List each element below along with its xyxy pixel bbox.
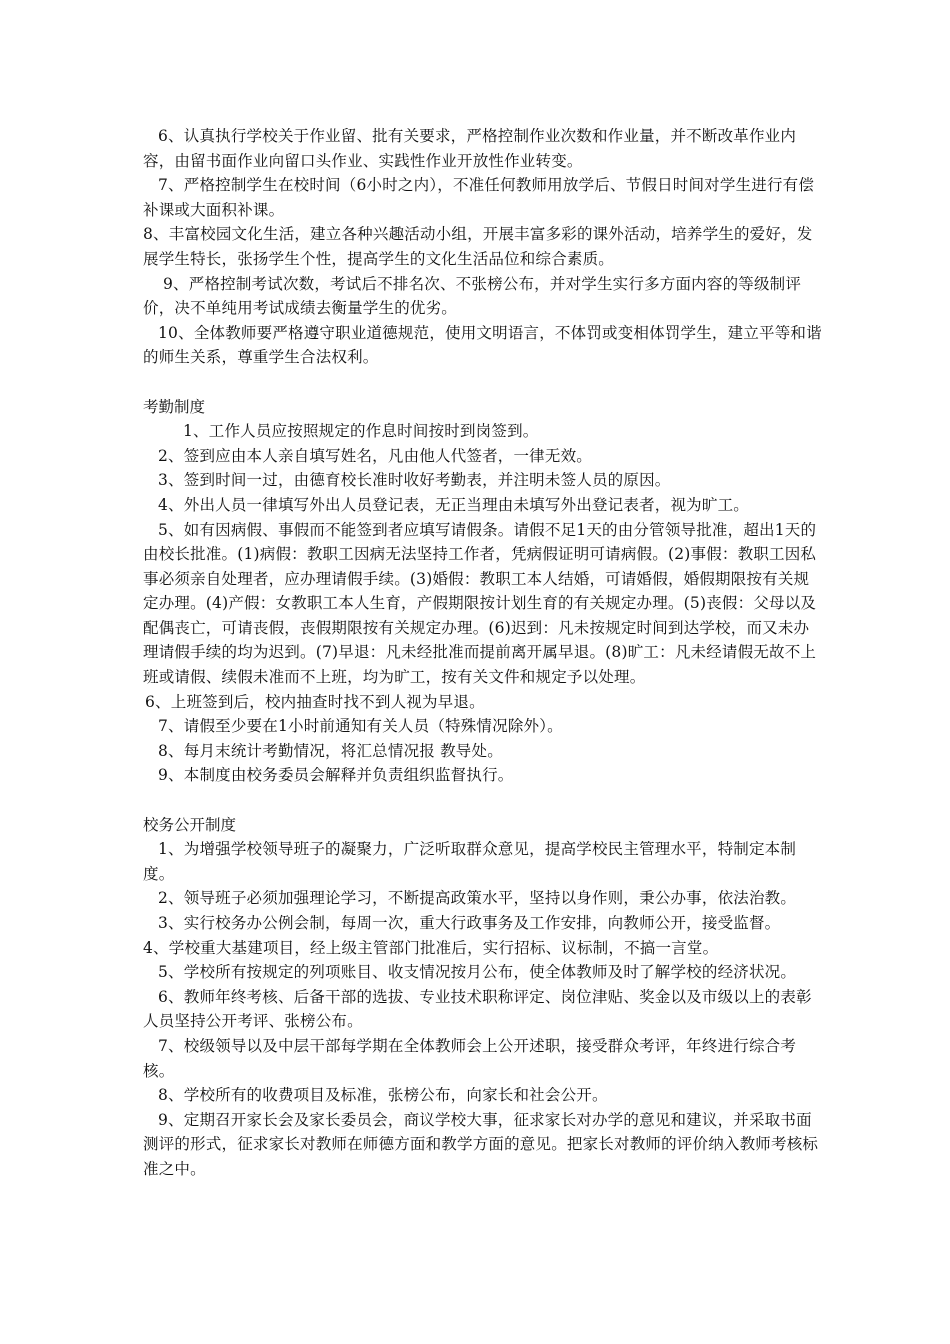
section-title-school-affairs: 校务公开制度 [143, 815, 237, 834]
rule-paragraph: 6、上班签到后，校内抽查时找不到人视为早退。 [145, 692, 485, 711]
section-spacer [143, 370, 823, 395]
rule-paragraph: 6、认真执行学校关于作业留、批有关要求，严格控制作业次数和作业量，并不断改革作业内容，由留书面作业向留口头作业、实践性作业开放性作业转变。 [143, 127, 797, 170]
rule-paragraph: 4、学校重大基建项目，经上级主管部门批准后，实行招标、议标制，不搞一言堂。 [143, 938, 719, 957]
rule-paragraph: 4、外出人员一律填写外出人员登记表，无正当理由未填写外出登记表者，视为旷工。 [158, 495, 749, 514]
document-body [143, 124, 823, 1182]
rule-paragraph: 9、定期召开家长会及家长委员会，商议学校大事，征求家长对办学的意见和建议，并采取书面测评的形式，征求家长对教师在师德方面和教学方面的意见。把家长对教师的评价纳入教师考核标准之中。 [143, 1110, 819, 1178]
rule-paragraph: 3、实行校务办公例会制，每周一次，重大行政事务及工作安排，向教师公开，接受监督。 [158, 914, 781, 932]
rule-paragraph: 2、签到应由本人亲自填写姓名，凡由他人代签者，一律无效。 [158, 446, 592, 465]
rule-paragraph: 8、丰富校园文化生活，建立各种兴趣活动小组，开展丰富多彩的课外活动，培养学生的爱好，发展学生特长，张扬学生个性，提高学生的文化生活品位和综合素质。 [143, 225, 813, 268]
rule-paragraph: 3、签到时间一过，由德育校长准时收好考勤表，并注明未签人员的原因。 [158, 471, 671, 490]
rule-paragraph: 9、本制度由校务委员会解释并负责组织监督执行。 [158, 766, 514, 785]
rule-paragraph: 1、为增强学校领导班子的凝聚力，广泛听取群众意见，提高学校民主管理水平，特制定本制度。 [143, 840, 797, 883]
rule-paragraph: 10、全体教师要严格遵守职业道德规范，使用文明语言，不体罚或变相体罚学生，建立平等和谐的师生关系，尊重学生合法权利。 [143, 323, 822, 367]
rule-paragraph: 7、严格控制学生在校时间（6小时之内），不准任何教师用放学后、节假日时间对学生进行有偿补课或大面积补课。 [143, 176, 815, 219]
rule-paragraph: 8、学校所有的收费项目及标准，张榜公布，向家长和社会公开。 [158, 1086, 608, 1105]
section-spacer [143, 788, 823, 813]
rule-paragraph: 5、如有因病假、事假而不能签到者应填写请假条。请假不足1天的由分管领导批准，超出1天的由校长批准。(1)病假：教职工因病无法坚持工作者，凭病假证明可请病假。(2)事假：教职工因私事必须亲自处理者，应办理请假手续。(3)婚假：教职工本人结婚，可请婚假，婚假期限按有关规定办理。(4)产假：女教职工本人生育，产假期限按计划生育的有关规定办理。(5)丧假：父母以及配偶丧亡，可请丧假，丧假期限按有关规定办理。(6)迟到：凡未按规定时间到达学校，而又未办理请假手续的均为迟到。(7)早退：凡未经批准而提前离开属早退。(8)旷工：凡未经请假无故不上班或请假、续假未准而不上班，均为旷工，按有关文件和规定予以处理。 [143, 520, 817, 687]
rule-paragraph: 5、学校所有按规定的列项账目、收支情况按月公布，使全体教师及时了解学校的经济状况。 [158, 963, 797, 982]
rule-paragraph: 1、工作人员应按照规定的作息时间按时到岗签到。 [183, 422, 539, 441]
rule-paragraph: 7、请假至少要在1小时前通知有关人员（特殊情况除外）。 [158, 717, 563, 736]
rule-paragraph: 8、每月末统计考勤情况，将汇总情况报 教导处。 [158, 741, 503, 760]
rule-paragraph: 6、教师年终考核、后备干部的选拔、专业技术职称评定、岗位津贴、奖金以及市级以上的表彰人员坚持公开考评、张榜公布。 [143, 987, 812, 1031]
rule-paragraph: 9、严格控制考试次数，考试后不排名次、不张榜公布，并对学生实行多方面内容的等级制评价，决不单纯用考试成绩去衡量学生的优劣。 [143, 274, 802, 318]
rule-paragraph: 2、领导班子必须加强理论学习，不断提高政策水平，坚持以身作则，秉公办事，依法治教。 [158, 889, 797, 908]
rule-paragraph: 7、校级领导以及中层干部每学期在全体教师会上公开述职，接受群众考评，年终进行综合考核。 [143, 1036, 797, 1080]
section-title-attendance: 考勤制度 [143, 397, 206, 416]
